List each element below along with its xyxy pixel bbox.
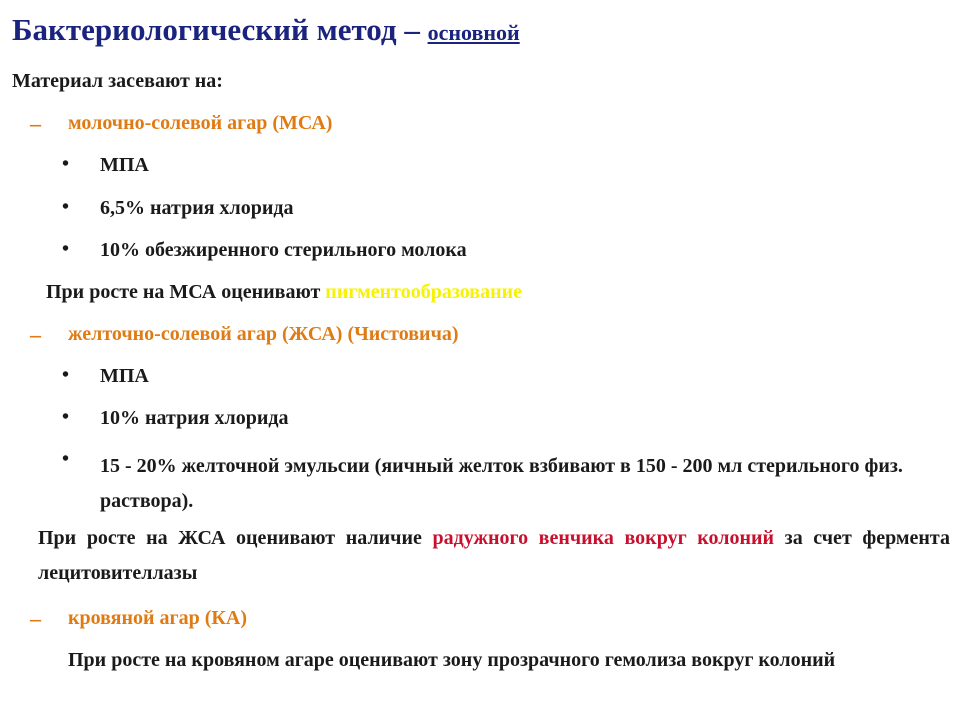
section2-note-highlight: радужного венчика вокруг колоний [432,527,775,549]
section2-note [38,521,950,591]
intro-text: Материал засевают на: [12,70,223,92]
section1-note [46,281,522,304]
section1-item: 10% обезжиренного стерильного молока [100,239,467,261]
section1-note-highlight: пигментообразование [325,281,523,303]
section2-item: 10% натрия хлорида [100,407,289,429]
title-main: Бактериологический метод [12,12,397,47]
section2-dash: – [30,322,41,347]
section2-note-text: При росте на ЖСА оценивают наличие [38,527,433,549]
bullet: • [62,448,70,470]
section2-item: 15 - 20% желточной эмульсии (яичный желток взбивают в 150 - 200 мл стерильного физ. раствора). [100,455,903,512]
section1-note-text: При росте на МСА оценивают [46,281,326,303]
bullet: • [62,196,70,218]
title-separator: – [396,12,428,47]
section1-item: МПА [100,154,149,176]
section2-heading [68,323,459,346]
section3-heading: кровяной агар (КА) [68,607,248,629]
title-sub: основной [427,20,520,45]
bullet: • [62,238,70,260]
bullet: • [62,364,70,386]
section3-note: При росте на кровяном агаре оценивают зону прозрачного гемолиза вокруг колоний [68,649,836,671]
page-title [12,12,520,48]
section1-dash: – [30,111,41,136]
section2-item: МПА [100,365,149,387]
section1-item: 6,5% натрия хлорида [100,197,294,219]
section1-heading: молочно-солевой агар (МСА) [68,112,333,134]
section2-note-suffix: за счет фермента лецитовителлазы [38,527,951,584]
section2-heading-main: желточно-солевой агар (ЖСА) [68,323,343,345]
bullet: • [62,406,70,428]
section2-heading-suffix: (Чистовича) [342,323,459,345]
section3-dash: – [30,606,41,631]
bullet: • [62,153,70,175]
